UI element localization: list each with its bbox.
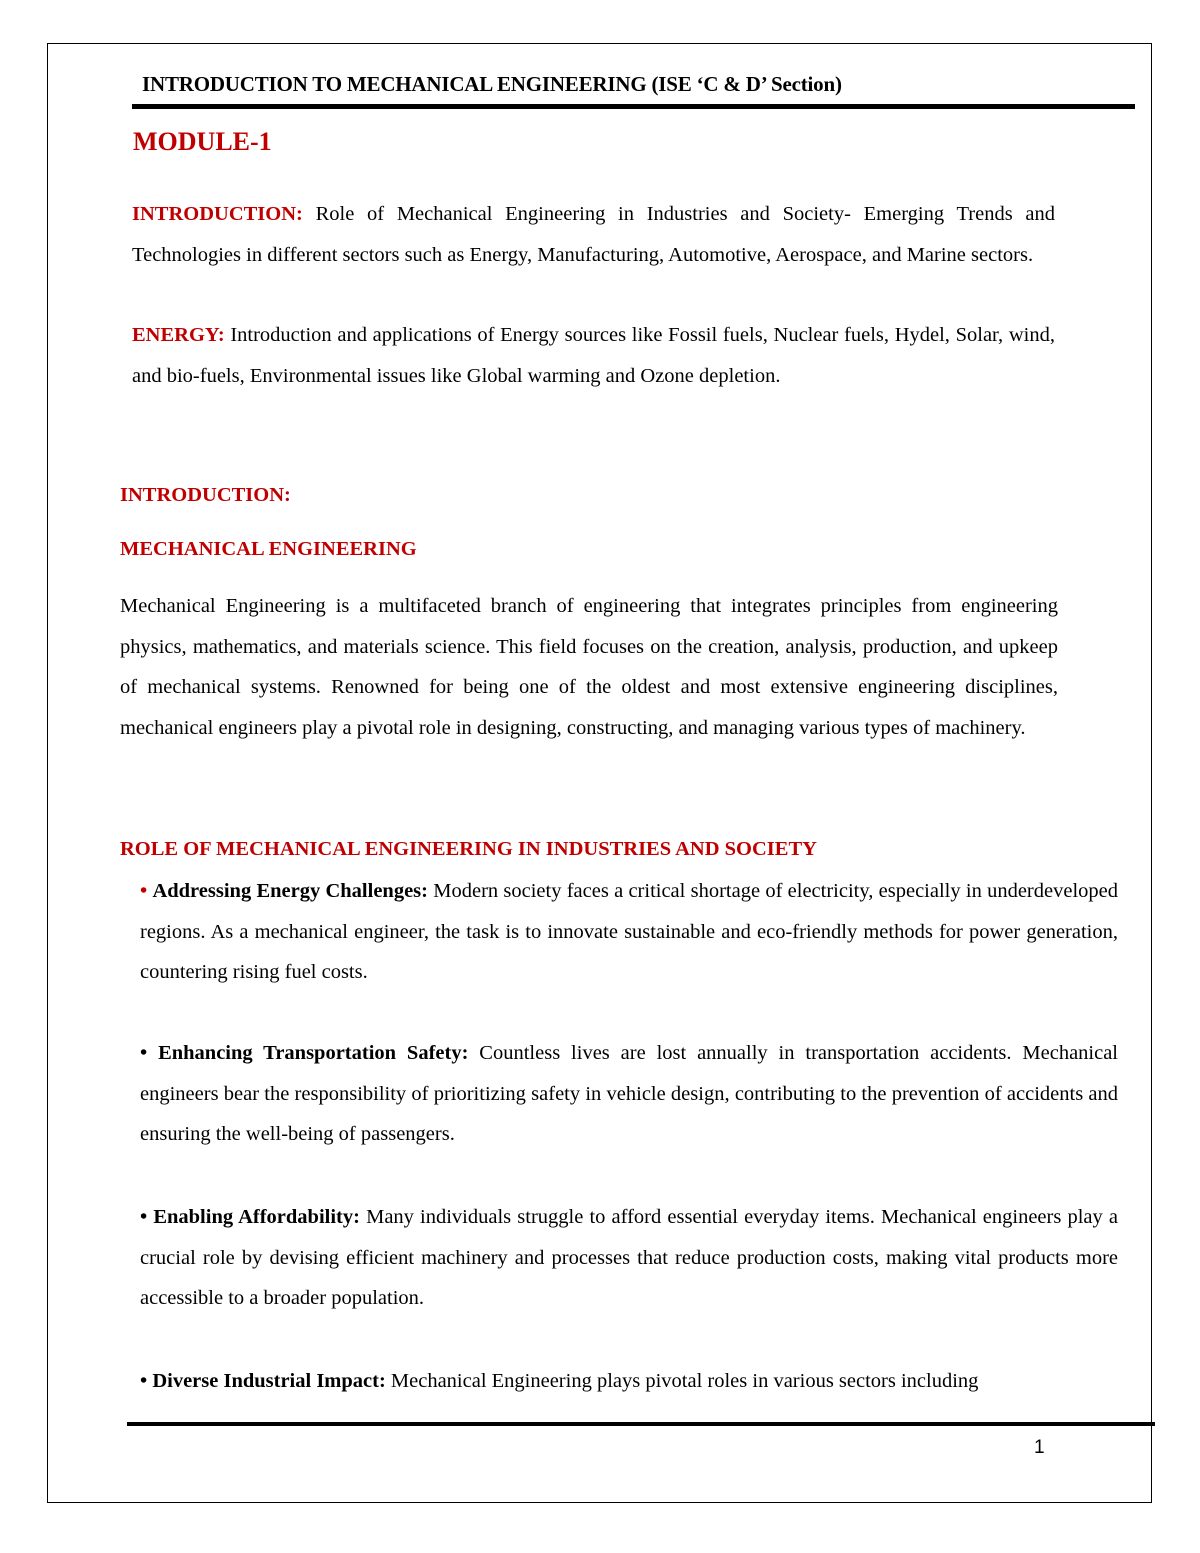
bullet-item [140, 1361, 1118, 1402]
bullet-item [140, 1197, 1118, 1319]
mechanical-engineering-paragraph: Mechanical Engineering is a multifaceted branch of engineering that integrates principles from engineering physics, mathematics, and materials science. This field focuses on the creation, analysis, production, and upkeep of mechanical systems. Renowned for being one of the oldest and most extensive engineering disciplines, mechanical engineers play a pivotal role in designing, constructing, and managing various types of machinery. [120, 595, 1058, 739]
footer-rule [127, 1422, 1155, 1426]
bullet-item-text: Modern society faces a critical shortage of electricity, especially in underdeveloped regions. As a mechanical engineer, the task is to innovate sustainable and eco-friendly methods for power generation, countering rising fuel costs. [140, 880, 1118, 983]
bullet-icon: • [140, 1370, 148, 1392]
bullet-item [140, 871, 1118, 993]
bullet-item [140, 1033, 1118, 1155]
page-number: 1 [1034, 1437, 1045, 1458]
bullet-icon: • [140, 1206, 148, 1228]
bullet-item-text: Many individuals struggle to afford essential everyday items. Mechanical engineers play a crucial role by devising efficient machinery and processes that reduce production costs, making vital products more accessible to a broader population. [140, 1206, 1118, 1309]
syllabus-introduction-text: Role of Mechanical Engineering in Industries and Society- Emerging Trends and Technologies in different sectors such as Energy, Manufacturing, Automotive, Aerospace, and Marine sectors. [132, 203, 1055, 266]
syllabus-introduction [132, 194, 1055, 275]
document-header-title: INTRODUCTION TO MECHANICAL ENGINEERING (ISE ‘C & D’ Section) [142, 72, 842, 96]
section-heading-role: ROLE OF MECHANICAL ENGINEERING IN INDUSTRIES AND SOCIETY [120, 838, 817, 860]
syllabus-energy [132, 315, 1055, 396]
bullet-icon: • [140, 880, 148, 902]
bullet-icon: • [140, 1042, 148, 1064]
syllabus-energy-label: ENERGY: [132, 324, 225, 346]
module-title: MODULE-1 [133, 127, 272, 156]
bullet-item-title: Addressing Energy Challenges: [152, 880, 428, 902]
bullet-item-title: Diverse Industrial Impact: [152, 1370, 386, 1392]
bullet-item-text: Countless lives are lost annually in transportation accidents. Mechanical engineers bear the responsibility of prioritizing safety in vehicle design, contributing to the prevention of accidents and ensuring the well-being of passengers. [140, 1042, 1119, 1145]
syllabus-energy-text: Introduction and applications of Energy sources like Fossil fuels, Nuclear fuels, Hydel, Solar, wind, and bio-fuels, Environmental issues like Global warming and Ozone depletion. [132, 324, 1055, 387]
section-subheading-mechanical-engineering: MECHANICAL ENGINEERING [120, 538, 417, 560]
bullet-item-text: Mechanical Engineering plays pivotal roles in various sectors including [385, 1370, 979, 1392]
bullet-item-title: Enabling Affordability: [153, 1206, 360, 1228]
section-heading-introduction: INTRODUCTION: [120, 484, 291, 506]
bullet-item-title: Enhancing Transportation Safety: [158, 1042, 469, 1064]
syllabus-introduction-label: INTRODUCTION: [132, 203, 303, 225]
header-rule [132, 104, 1135, 109]
